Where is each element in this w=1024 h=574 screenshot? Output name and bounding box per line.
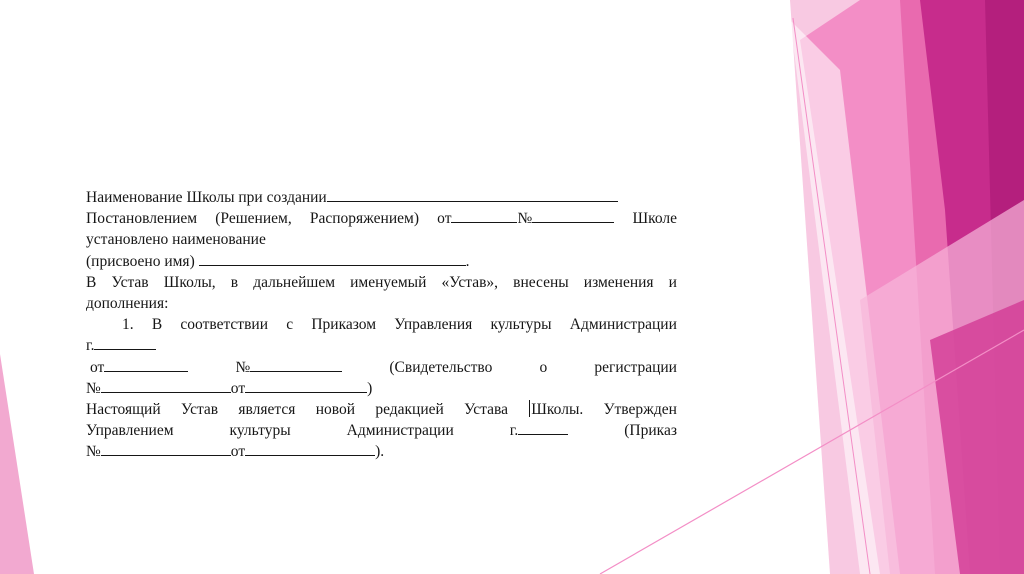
blank-field <box>94 335 156 350</box>
blank-field <box>101 441 231 456</box>
doc-word: Устава <box>464 400 508 418</box>
doc-line-3 <box>86 229 677 250</box>
blank-field <box>101 378 231 393</box>
doc-word: новой <box>315 400 356 418</box>
doc-word: Настоящий <box>86 400 161 418</box>
blank-field <box>245 378 367 393</box>
doc-text: установлено наименование <box>86 231 266 249</box>
doc-word: Устав <box>111 273 149 291</box>
doc-text: . <box>465 252 470 270</box>
left-pink-band <box>0 354 34 574</box>
doc-word: Школы. <box>531 400 584 418</box>
blank-field <box>532 208 614 223</box>
blank-field <box>518 420 568 435</box>
doc-text: № <box>86 379 101 397</box>
doc-word: Управления <box>394 316 473 334</box>
doc-line-6 <box>86 293 677 314</box>
doc-text: ). <box>375 443 385 461</box>
doc-word: «Устав», <box>441 273 499 291</box>
doc-word: 1. <box>122 316 134 334</box>
doc-word: изменения <box>583 273 654 291</box>
doc-word: соответствии <box>180 316 268 334</box>
doc-line-12 <box>86 420 677 441</box>
doc-word: с <box>286 316 294 334</box>
doc-text: (присвоено имя) <box>86 252 195 270</box>
doc-word: (Приказ <box>624 422 677 440</box>
doc-word: Школе <box>632 210 677 228</box>
doc-line-5 <box>86 272 677 293</box>
doc-word: Распоряжением) <box>309 210 419 228</box>
doc-line-10 <box>86 378 677 399</box>
doc-word: Администрации <box>346 422 454 440</box>
blank-field <box>451 208 517 223</box>
doc-word: дальнейшем <box>253 273 336 291</box>
doc-text: ) <box>367 379 373 397</box>
doc-line-2 <box>86 208 677 229</box>
doc-word: редакцией <box>375 400 444 418</box>
doc-text: № <box>86 443 101 461</box>
doc-word: Управлением <box>86 422 174 440</box>
doc-text: от <box>230 443 246 461</box>
doc-line-13 <box>86 441 677 462</box>
doc-word: В <box>151 316 163 334</box>
doc-word: В <box>86 273 97 291</box>
doc-word: Приказом <box>311 316 377 334</box>
doc-line-7 <box>86 314 677 335</box>
doc-word: о <box>539 358 548 376</box>
scanned-document-text <box>86 187 677 462</box>
doc-word: является <box>238 400 296 418</box>
doc-line-8 <box>86 335 677 356</box>
doc-text: от <box>230 379 246 397</box>
doc-line-4 <box>86 251 677 272</box>
doc-word: Утвержден <box>603 400 677 418</box>
doc-word: № <box>517 210 533 228</box>
doc-line-9 <box>86 357 677 378</box>
doc-word: внесены <box>513 273 569 291</box>
blank-field <box>327 187 618 202</box>
doc-word: (Решением, <box>215 210 292 228</box>
doc-word: в <box>230 273 239 291</box>
doc-word: г. <box>509 422 519 440</box>
doc-word: и <box>668 273 677 291</box>
doc-word: Администрации <box>569 316 677 334</box>
doc-word: от <box>437 210 452 228</box>
doc-word: регистрации <box>594 358 677 376</box>
doc-word: № <box>235 358 251 376</box>
doc-word: (Свидетельство <box>389 358 493 376</box>
doc-text: дополнения: <box>86 294 169 312</box>
doc-word: именуемый <box>350 273 427 291</box>
blank-field <box>250 357 342 372</box>
doc-line-11 <box>86 399 677 420</box>
doc-word: Постановлением <box>86 210 198 228</box>
doc-word: культуры <box>229 422 291 440</box>
doc-text: г. <box>86 337 95 355</box>
doc-word: Устав <box>180 400 219 418</box>
doc-line-1 <box>86 187 677 208</box>
doc-text: Наименование Школы при создании <box>86 189 327 206</box>
blank-field <box>199 251 466 266</box>
doc-word: культуры <box>490 316 552 334</box>
doc-word: от <box>90 358 105 376</box>
blank-field <box>245 441 375 456</box>
blank-field <box>104 357 188 372</box>
doc-word: Школы, <box>163 273 216 291</box>
